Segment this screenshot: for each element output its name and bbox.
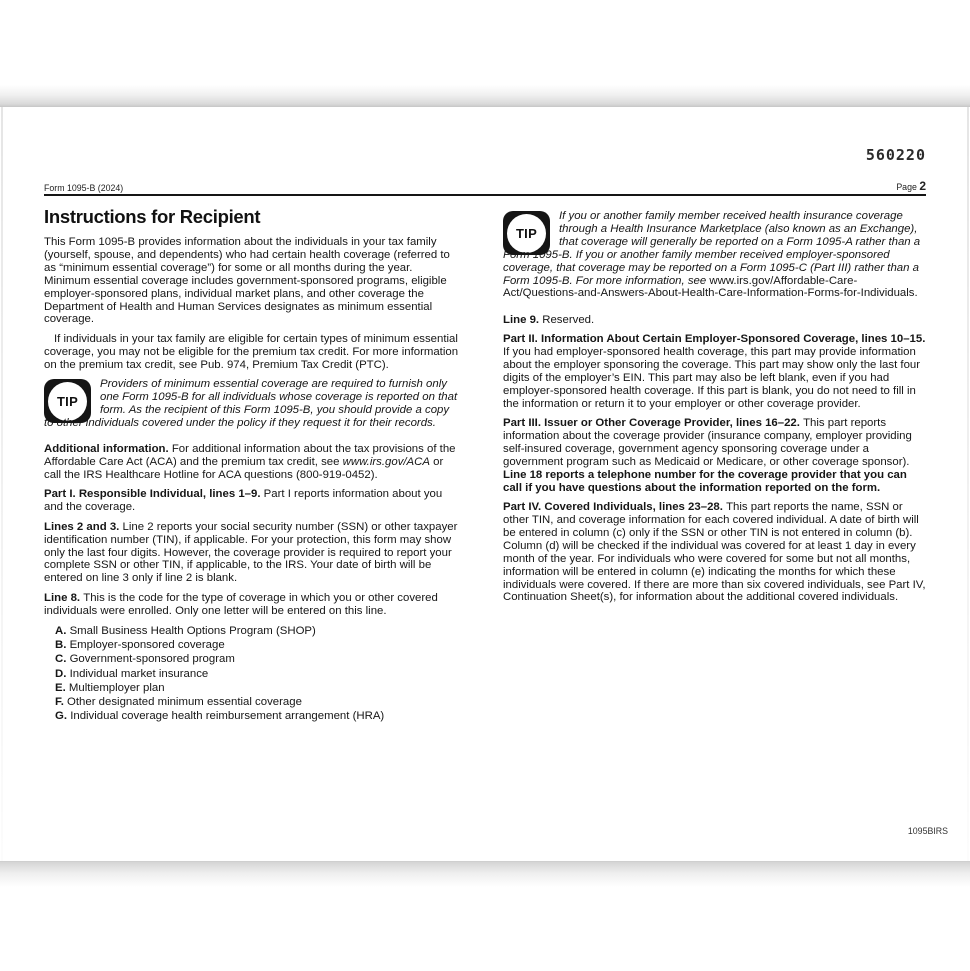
coverage-code-a: A. Small Business Health Options Program (SHOP) — [55, 625, 316, 638]
tip-text-right: If you or another family member received health insurance coverage through a Health Insurance Marketplace (also known as an Exchange), that coverage will generally be reported on a Form 1095-A rather than a Form 1095-B. If you or another family member received employer-sponsored coverage, that coverage may be reported on a Form 1095-C (Part III) rather than a Form 1095-B. For more information, see www.irs.gov/Affordable-Care-Act/Questions-and-Answers-About-Health-Care-Information-Forms-for-Individuals. — [503, 210, 921, 300]
page-header — [44, 179, 926, 196]
coverage-code-b: B. Employer-sponsored coverage — [55, 639, 225, 652]
tip-icon-label: TIP — [507, 214, 546, 253]
line-8-paragraph: Line 8. This is the code for the type of coverage in which you or other covered individuals were enrolled. Only one letter will be entered on this line. — [44, 591, 438, 617]
left-column — [44, 196, 459, 723]
right-column — [503, 196, 926, 723]
coverage-code-list — [55, 624, 459, 723]
part-3-paragraph: Part III. Issuer or Other Coverage Provider, lines 16–22. This part reports information about the coverage provider (insurance company, employer providing self-insured coverage, government agency sponsoring coverage under a government program such as Medicaid or Medicare, or other coverage sponsor). Line 18 reports a telephone number for the coverage provider that you can call if you have questions about the information reported on the form. — [503, 417, 912, 494]
coverage-code-e: E. Multiemployer plan — [55, 681, 165, 694]
part-1-paragraph: Part I. Responsible Individual, lines 1–9. Part I reports information about you and the coverage. — [44, 488, 443, 514]
page-right-edge — [967, 107, 969, 861]
premium-tax-credit-paragraph: If individuals in your tax family are eligible for certain types of minimum essential coverage, you may not be eligible for the premium tax credit. For more information on the premium tax credit, see Pub. 974, Premium Tax Credit (PTC). — [44, 332, 459, 371]
coverage-code-c: C. Government-sponsored program — [55, 653, 235, 666]
tip-block-left — [44, 378, 459, 436]
footer-print-code: 1095BIRS — [907, 826, 948, 836]
page-number-value: 2 — [919, 179, 926, 193]
page-title: Instructions for Recipient — [44, 206, 261, 227]
coverage-code-g: G. Individual coverage health reimbursement arrangement (HRA) — [55, 710, 385, 723]
page-bottom-shadow — [0, 861, 970, 887]
page-number — [896, 179, 926, 193]
additional-information-paragraph: Additional information. For additional information about the tax provisions of the Affordable Care Act (ACA) and the premium tax credit, see www.irs.gov/ACA or call the IRS Healthcare Hotline for ACA questions (800-919-0452). — [44, 443, 456, 481]
tip-block-right — [503, 210, 926, 307]
page-content — [44, 0, 926, 723]
part-2-paragraph: Part II. Information About Certain Employer-Sponsored Coverage, lines 10–15. If you had employer-sponsored health coverage, this part may provide information about the employer sponsoring the coverage. This part may show only the last four digits of the employer’s EIN. This part may also be left blank, even if you had employer-sponsored health coverage. If this part is blank, you do not need to fill in the information or return it to your employer or other coverage provider. — [503, 333, 926, 410]
lines-2-and-3-paragraph: Lines 2 and 3. Line 2 reports your social security number (SSN) or other taxpayer identification number (TIN), if applicable. For your protection, this form may show only the last four digits. However, the coverage provider is required to report your complete SSN or other TIN, if applicable, to the IRS. Your date of birth will be entered on line 3 only if line 2 is blank. — [44, 520, 458, 585]
tip-icon-label: TIP — [48, 382, 87, 421]
intro-paragraph: This Form 1095-B provides information about the individuals in your tax family (yourself, spouse, and dependents) who had certain health coverage (referred to as “minimum essential coverage”) for some or all months during the year. Minimum essential coverage includes government-sponsored programs, eligible employer-sponsored plans, individual market plans, and other coverage the Department of Health and Human Services designates as minimum essential coverage. — [44, 236, 450, 326]
coverage-code-f: F. Other designated minimum essential coverage — [55, 696, 302, 709]
form-id: Form 1095-B (2024) — [44, 183, 124, 193]
line-9-paragraph: Line 9. Reserved. — [503, 313, 595, 326]
catalog-number: 560220 — [865, 146, 926, 164]
coverage-code-d: D. Individual market insurance — [55, 667, 209, 680]
part-4-paragraph: Part IV. Covered Individuals, lines 23–28. This part reports the name, SSN or other TIN, and coverage information for each covered individual. A date of birth will be entered in column (c) only if the SSN or other TIN is not entered in column (b). Column (d) will be checked if the individual was covered for at least 1 day in every month of the year. For individuals who were covered for some but not all months, information will be entered in column (e) indicating the months for which these individuals were covered. If there are more than six covered individuals, see Part IV, Continuation Sheet(s), for information about the additional covered individuals. — [503, 501, 926, 604]
tip-text-left: Providers of minimum essential coverage are required to furnish only one Form 1095-B for all individuals whose coverage is reported on that form. As the recipient of this Form 1095-B, you should provide a copy to other individuals covered under the policy if they request it for their records. — [44, 378, 458, 429]
page-label: Page — [896, 182, 917, 192]
page-left-edge — [1, 107, 3, 861]
two-column-body — [44, 196, 926, 723]
